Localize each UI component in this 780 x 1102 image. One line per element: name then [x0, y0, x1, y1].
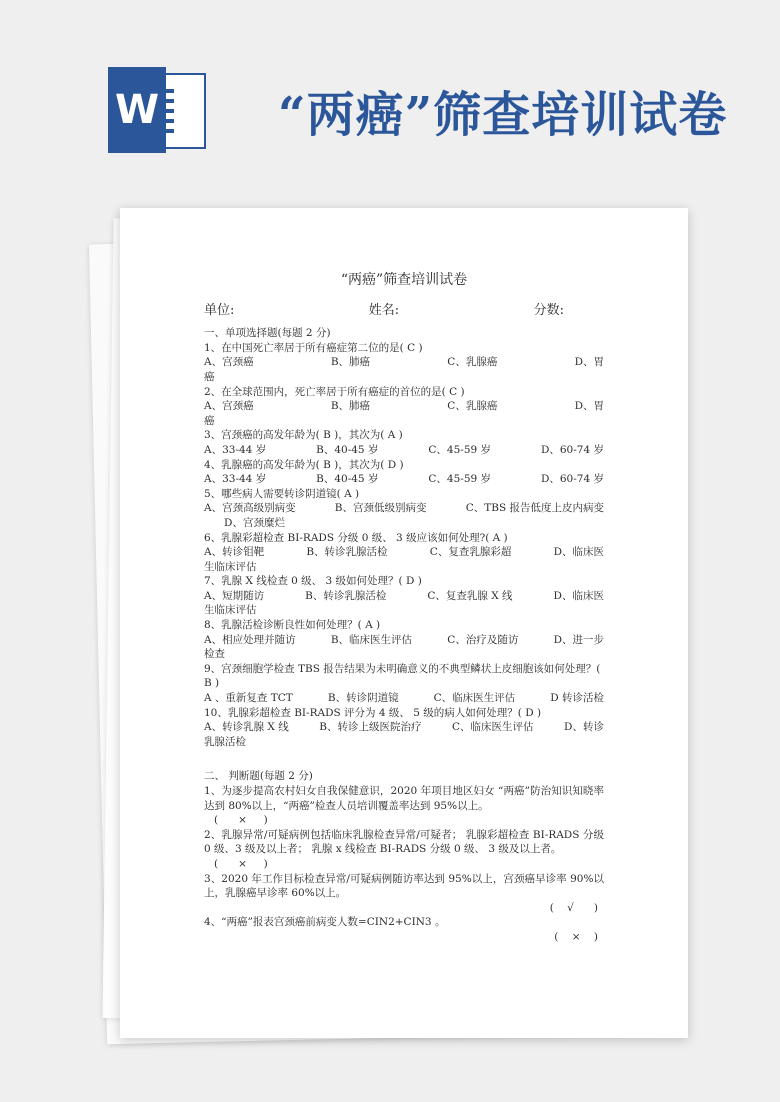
choice-question: [204, 458, 604, 487]
answer-option: A、33-44 岁: [204, 473, 267, 486]
choice-question: [204, 487, 604, 531]
answer-options: [204, 399, 604, 414]
answer-option: A、短期随访: [204, 589, 265, 602]
truefalse-question: [204, 784, 604, 828]
answer-option: C、临床医生评估: [451, 721, 534, 734]
answer-option: B、临床医生评估: [330, 633, 413, 646]
answer-option: A 、重新复查 TCT: [204, 692, 293, 705]
exam-paper: [120, 208, 688, 1038]
answer-option: A、宫颈癌: [204, 400, 254, 413]
answer-option: B、40-45 岁: [316, 473, 379, 486]
answer-options: [204, 589, 604, 604]
answer-options: [204, 633, 604, 648]
choice-question: [204, 428, 604, 457]
choice-questions: [204, 341, 604, 750]
choice-question: [204, 531, 604, 575]
answer-option: D、胃: [574, 400, 604, 413]
banner: [0, 0, 780, 200]
exam-content: [204, 273, 604, 945]
answer-options: [204, 720, 604, 735]
answer-option: A、相应处理并随访: [204, 633, 296, 646]
word-logo-letter: W: [108, 67, 166, 153]
field-name: 姓名:: [368, 302, 400, 318]
answer-options: [204, 691, 604, 706]
question-text: 3、2020 年工作目标检查异常/可疑病例随访率达到 95%以上，宫颈癌早诊率 90%以上，乳腺癌早诊率 60%以上。: [204, 872, 604, 900]
question-text: 9、宫颈细胞学检查 TBS 报告结果为未明确意义的不典型鳞状上皮细胞该如何处理？( B ): [204, 662, 601, 690]
question-text: 2、乳腺异常/可疑病例包括临床乳腺检查异常/可疑者； 乳腺彩超检查 BI-RADS 分级 0 级、3 级及以上者； 乳腺 x 线检查 BI-RADS 分级 0 级、 3 级及以上者。: [204, 828, 604, 856]
choice-question: [204, 385, 604, 429]
answer-option: D、胃: [574, 356, 604, 369]
option-continuation: 生临床评估: [204, 604, 257, 617]
answer-mark: ( × ): [214, 814, 268, 827]
question-text: 10、乳腺彩超检查 BI-RADS 评分为 4 级、 5 级的病人如何处理？( D ): [204, 706, 542, 719]
question-text: 5、哪些病人需要转诊阴道镜( A ): [204, 487, 360, 500]
option-continuation: 乳腺活检: [204, 735, 246, 748]
answer-option: C、乳腺癌: [447, 400, 498, 413]
choice-question: [204, 662, 604, 706]
answer-option: C、45-59 岁: [428, 443, 492, 456]
section-heading-choice: 一、单项选择题(每题 2 分): [204, 327, 331, 340]
question-text: 8、乳腺活检诊断良性如何处理？( A ): [204, 619, 381, 632]
answer-option: D、转诊: [564, 721, 604, 734]
answer-option: D、临床医: [553, 546, 604, 559]
answer-options: [204, 501, 604, 516]
option-continuation: 癌: [204, 370, 215, 383]
answer-option: C、TBS 报告低度上皮内病变: [465, 502, 604, 515]
truefalse-question: [204, 872, 604, 916]
answer-option: C、乳腺癌: [447, 356, 498, 369]
word-document-icon: [108, 67, 208, 153]
choice-question: [204, 706, 604, 750]
answer-option: C、临床医生评估: [433, 692, 516, 705]
question-text: 2、在全球范围内，死亡率居于所有癌症的首位的是( C ): [204, 385, 465, 398]
answer-mark: ( √ ): [549, 901, 598, 914]
truefalse-question: [204, 828, 604, 872]
choice-question: [204, 618, 604, 662]
answer-option: A、转诊钼靶: [204, 546, 265, 559]
answer-option: B、转诊上级医院治疗: [319, 721, 422, 734]
answer-option: D、60-74 岁: [540, 443, 604, 456]
answer-option: D 转诊活检: [550, 692, 604, 705]
field-score: 分数:: [533, 302, 564, 318]
answer-option: A、33-44 岁: [204, 443, 267, 456]
question-text: 6、乳腺彩超检查 BI-RADS 分级 0 级、 3 级应该如何处理?( A ): [204, 531, 508, 544]
choice-question: [204, 341, 604, 385]
choice-question: [204, 574, 604, 618]
answer-option: B、肺癌: [330, 400, 371, 413]
answer-mark: ( × ): [214, 857, 268, 870]
option-continuation: 生临床评估: [204, 560, 257, 573]
answer-option: C、治疗及随访: [447, 633, 519, 646]
answer-mark: ( × ): [554, 930, 598, 943]
answer-option: A、宫颈高级别病变: [204, 502, 296, 515]
option-continuation: 癌: [204, 414, 215, 427]
answer-option: B、转诊乳腺活检: [306, 546, 388, 559]
answer-option: D、临床医: [553, 589, 604, 602]
question-text: 1、为逐步提高农村妇女自我保健意识，2020 年项目地区妇女 “两癌”防治知识知晓率达到 80%以上，“两癌”检查人员培训覆盖率达到 95%以上。: [204, 785, 604, 812]
question-text: 4、“两癌”报表宫颈癌前病变人数=CIN2+CIN3 。: [204, 916, 446, 929]
header-fields: [204, 304, 604, 319]
answer-option: A、转诊乳腺 X 线: [204, 721, 289, 734]
answer-options: [204, 443, 604, 458]
option-continuation: D、宫颈糜烂: [204, 516, 285, 529]
answer-option: B、40-45 岁: [316, 443, 379, 456]
question-text: 4、乳腺癌的高发年龄为( B )，其次为( D ): [204, 458, 404, 471]
truefalse-question: [204, 915, 604, 944]
answer-option: A、宫颈癌: [204, 356, 254, 369]
answer-option: C、复查乳腺 X 线: [427, 589, 513, 602]
banner-title: “两癌”筛查培训试卷: [278, 87, 728, 143]
answer-option: B、转诊阴道镜: [327, 692, 399, 705]
answer-option: B、转诊乳腺活检: [305, 589, 387, 602]
field-unit: 单位:: [204, 302, 235, 318]
answer-option: B、宫颈低级别病变: [334, 502, 427, 515]
answer-option: C、复查乳腺彩超: [429, 546, 512, 559]
question-text: 3、宫颈癌的高发年龄为( B )，其次为( A ): [204, 429, 403, 442]
option-continuation: 检查: [204, 648, 225, 661]
answer-option: B、肺癌: [330, 356, 371, 369]
answer-option: D、进一步: [553, 633, 604, 646]
answer-options: [204, 545, 604, 560]
question-text: 7、乳腺 X 线检查 0 级、 3 级如何处理？( D ): [204, 575, 422, 588]
question-text: 1、在中国死亡率居于所有癌症第二位的是( C ): [204, 341, 423, 354]
answer-option: C、45-59 岁: [428, 473, 492, 486]
truefalse-questions: [204, 784, 604, 945]
section-heading-truefalse: 二、 判断题(每题 2 分): [204, 770, 313, 783]
answer-options: [204, 472, 604, 487]
answer-options: [204, 355, 604, 370]
answer-option: D、60-74 岁: [540, 473, 604, 486]
document-title: “两癌”筛查培训试卷: [340, 272, 468, 288]
